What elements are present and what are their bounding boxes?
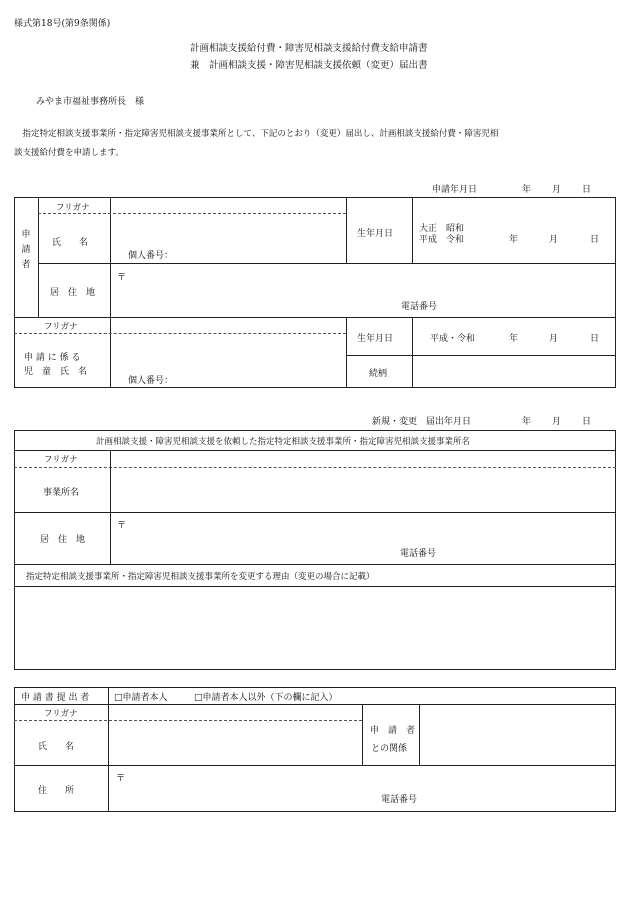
applicant-my-number-label: 個人番号： xyxy=(128,251,174,261)
form-number: 様式第18号(第9条関係) xyxy=(14,19,111,29)
office-phone-label: 電話番号 xyxy=(400,549,437,559)
office-change-reason-field[interactable] xyxy=(15,587,615,669)
child-birth-label: 生年月日 xyxy=(357,334,394,344)
submitter-postal-mark: 〒 xyxy=(116,774,126,784)
applicant-era-1: 大正 昭和 xyxy=(419,224,465,234)
applicant-name-label: 氏 名 xyxy=(52,238,89,248)
office-address-label: 居 住 地 xyxy=(40,535,86,545)
office-change-reason-label: 指定特定相談支援事業所・指定障害児相談支援事業所を変更する理由（変更の場合に記載） xyxy=(26,572,375,582)
submitter-option-self[interactable]: □申請者本人 xyxy=(114,693,168,703)
applicant-furigana-label: フリガナ xyxy=(56,203,90,213)
submitter-table xyxy=(14,687,616,812)
submitter-relation-label-1: 申 請 者 xyxy=(370,726,416,736)
child-my-number-label: 個人番号： xyxy=(128,376,174,386)
submitter-relation-label-2: との関係 xyxy=(371,744,408,754)
applicant-address-label: 居 住 地 xyxy=(50,288,96,298)
submitter-option-other[interactable]: □申請者本人以外（下の欄に記入） xyxy=(194,693,338,703)
child-birth-year: 年 xyxy=(509,334,519,344)
notification-date-label: 新規・変更 届出年月日 xyxy=(372,417,472,427)
child-birth-day: 日 xyxy=(590,334,600,344)
office-postal-mark: 〒 xyxy=(117,521,127,531)
application-date-month: 月 xyxy=(552,185,562,195)
applicant-birth-day: 日 xyxy=(590,235,600,245)
applicant-side-label: 申 請 者 xyxy=(21,230,31,270)
applicant-phone-label: 電話番号 xyxy=(401,302,438,312)
intro-text-line-2: 談支援給付費を申請します。 xyxy=(14,148,124,158)
notification-date-year: 年 xyxy=(522,417,532,427)
submitter-name-label: 氏 名 xyxy=(38,742,75,752)
notification-date-month: 月 xyxy=(552,417,562,427)
applicant-postal-mark: 〒 xyxy=(117,273,127,283)
applicant-birth-label: 生年月日 xyxy=(357,229,394,239)
submitter-phone-label: 電話番号 xyxy=(381,795,418,805)
submitter-label: 申 請 書 提 出 者 xyxy=(21,693,90,703)
office-furigana-label: フリガナ xyxy=(44,455,78,465)
applicant-table xyxy=(14,197,616,388)
applicant-birth-year: 年 xyxy=(509,235,519,245)
addressee: みやま市福祉事務所長 様 xyxy=(36,97,145,107)
submitter-address-label: 住 所 xyxy=(38,786,75,796)
child-era: 平成・令和 xyxy=(430,334,476,344)
child-name-label-1: 申 請 に 係 る xyxy=(24,353,81,363)
office-name-label: 事業所名 xyxy=(43,488,80,498)
office-heading: 計画相談支援・障害児相談支援を依頼した指定特定相談支援事業所・指定障害児相談支援事業所名 xyxy=(96,437,471,447)
form-title: 計画相談支援給付費・障害児相談支援給付費支給申請書 xyxy=(190,43,428,54)
child-furigana-label: フリガナ xyxy=(44,322,78,332)
intro-text-line-1: 指定特定相談支援事業所・指定障害児相談支援事業所として、下記のとおり（変更）届出し、計画相談支援給付費・障害児相 xyxy=(14,129,499,139)
submitter-furigana-label: フリガナ xyxy=(44,709,78,719)
child-relation-label: 続柄 xyxy=(369,369,388,379)
applicant-era-2: 平成 令和 xyxy=(419,235,465,245)
application-date-label: 申請年月日 xyxy=(432,185,478,195)
application-date-year: 年 xyxy=(522,185,532,195)
child-birth-month: 月 xyxy=(549,334,559,344)
application-date-day: 日 xyxy=(582,185,592,195)
child-name-label-2: 児 童 氏 名 xyxy=(24,367,88,377)
form-subtitle: 兼 計画相談支援・障害児相談支援依頼（変更）届出書 xyxy=(190,60,428,71)
notification-date-day: 日 xyxy=(582,417,592,427)
applicant-birth-month: 月 xyxy=(549,235,559,245)
